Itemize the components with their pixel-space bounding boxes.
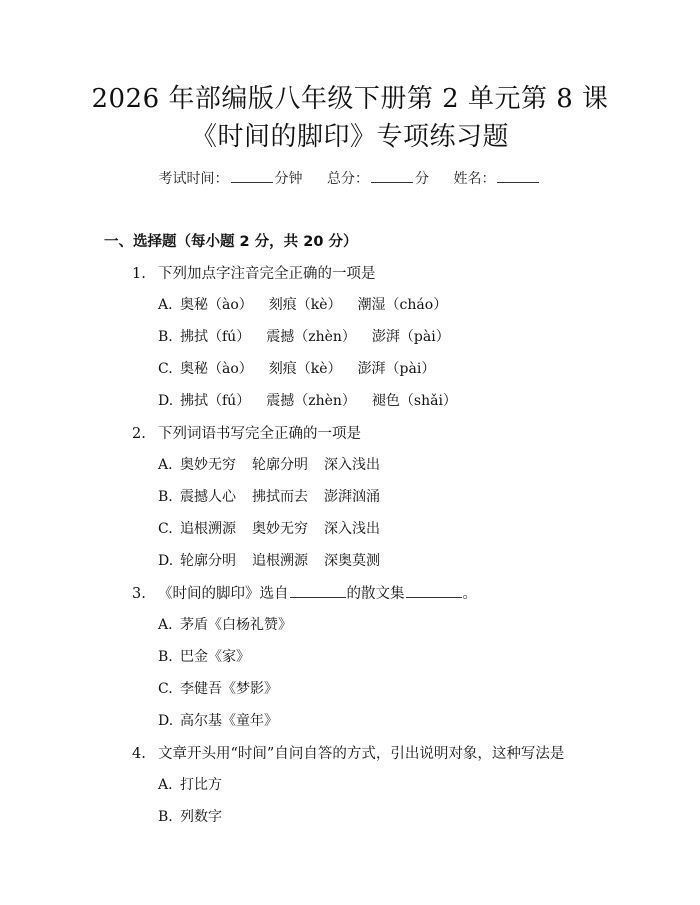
option-2c[interactable] — [158, 518, 396, 538]
option-item: 茅盾《白杨礼赞》 — [180, 617, 292, 633]
option-item: 拂拭而去 — [252, 489, 308, 505]
question-number: 2. — [132, 426, 146, 442]
option-4b[interactable] — [158, 806, 238, 826]
section-heading: 一、选择题（每小题 2 分，共 20 分） — [104, 234, 358, 250]
option-item: 巴金《家》 — [180, 649, 250, 665]
option-1c[interactable] — [158, 358, 451, 378]
exam-time-unit: 分钟 — [274, 171, 303, 187]
option-item: 澎湃汹涌 — [324, 489, 380, 505]
exam-time-blank[interactable] — [231, 170, 273, 183]
option-item: 澎湃（pài） — [371, 329, 450, 345]
option-letter: A. — [158, 777, 173, 793]
question-1 — [132, 262, 376, 283]
option-3a[interactable] — [158, 614, 308, 634]
question-4 — [132, 742, 564, 763]
option-1a[interactable] — [158, 294, 463, 314]
option-letter: B. — [158, 809, 173, 825]
name-field — [453, 171, 541, 187]
option-item: 李健吾《梦影》 — [180, 681, 278, 697]
exam-time-field — [159, 171, 307, 187]
option-4a[interactable] — [158, 774, 238, 794]
answer-blank-1[interactable] — [290, 585, 346, 598]
question-text-part3: 。 — [462, 586, 477, 602]
option-item: 打比方 — [180, 777, 222, 793]
option-item: 刻痕（kè） — [268, 297, 342, 313]
option-item: 潮湿（cháo） — [357, 297, 448, 313]
option-letter: A. — [158, 617, 173, 633]
option-item: 褪色（shǎi） — [371, 393, 457, 409]
option-item: 刻痕（kè） — [268, 361, 342, 377]
option-letter: B. — [158, 489, 173, 505]
total-score-unit: 分 — [415, 171, 429, 187]
option-3c[interactable] — [158, 678, 294, 698]
exam-time-label: 考试时间： — [158, 171, 229, 187]
question-number: 3. — [132, 586, 146, 602]
option-item: 奥妙无穷 — [252, 521, 308, 537]
option-1b[interactable] — [158, 326, 466, 346]
question-text-part1: 《时间的脚印》选自 — [158, 586, 289, 602]
option-item: 追根溯源 — [252, 553, 308, 569]
option-letter: D. — [158, 713, 174, 729]
option-letter: D. — [158, 553, 174, 569]
exam-meta-row — [0, 168, 700, 188]
page-title-line2: 《时间的脚印》专项练习题 — [190, 122, 509, 152]
option-letter: C. — [158, 681, 173, 697]
option-item: 震撼人心 — [180, 489, 236, 505]
option-letter: D. — [158, 393, 174, 409]
option-letter: B. — [158, 649, 173, 665]
option-letter: C. — [158, 521, 173, 537]
total-score-label: 总分： — [327, 171, 369, 187]
option-item: 列数字 — [180, 809, 222, 825]
option-1d[interactable] — [158, 390, 473, 410]
option-letter: A. — [158, 457, 173, 473]
option-item: 拂拭（fú） — [180, 393, 251, 409]
total-score-field — [327, 171, 433, 187]
option-letter: B. — [158, 329, 173, 345]
option-item: 深入浅出 — [324, 521, 380, 537]
total-score-blank[interactable] — [371, 170, 413, 183]
question-2 — [132, 422, 361, 443]
option-letter: C. — [158, 361, 173, 377]
option-item: 轮廓分明 — [252, 457, 308, 473]
option-item: 澎湃（pài） — [357, 361, 436, 377]
question-text: 文章开头用“时间”自问自答的方式，引出说明对象，这种写法是 — [158, 746, 565, 762]
option-3d[interactable] — [158, 710, 294, 730]
option-item: 高尔基《童年》 — [180, 713, 278, 729]
option-3b[interactable] — [158, 646, 266, 666]
option-item: 奥秘（ào） — [180, 297, 253, 313]
option-item: 深奥莫测 — [324, 553, 380, 569]
option-item: 震撼（zhèn） — [266, 329, 356, 345]
option-item: 追根溯源 — [180, 521, 236, 537]
option-letter: A. — [158, 297, 173, 313]
question-text: 下列词语书写完全正确的一项是 — [158, 426, 361, 442]
question-text: 下列加点字注音完全正确的一项是 — [158, 266, 376, 282]
option-item: 深入浅出 — [324, 457, 380, 473]
option-2a[interactable] — [158, 454, 396, 474]
option-2b[interactable] — [158, 486, 396, 506]
question-text-part2: 的散文集 — [346, 586, 405, 602]
question-3 — [132, 582, 477, 603]
page-title-line1: 2026 年部编版八年级下册第 2 单元第 8 课 — [91, 84, 609, 114]
option-2d[interactable] — [158, 550, 396, 570]
question-number: 1. — [132, 266, 146, 282]
name-blank[interactable] — [497, 170, 539, 183]
option-item: 奥妙无穷 — [180, 457, 236, 473]
question-number: 4. — [132, 746, 146, 762]
answer-blank-2[interactable] — [406, 585, 462, 598]
option-item: 轮廓分明 — [180, 553, 236, 569]
option-item: 震撼（zhèn） — [266, 393, 356, 409]
name-label: 姓名： — [453, 171, 496, 187]
option-item: 拂拭（fú） — [180, 329, 251, 345]
option-item: 奥秘（ào） — [180, 361, 253, 377]
